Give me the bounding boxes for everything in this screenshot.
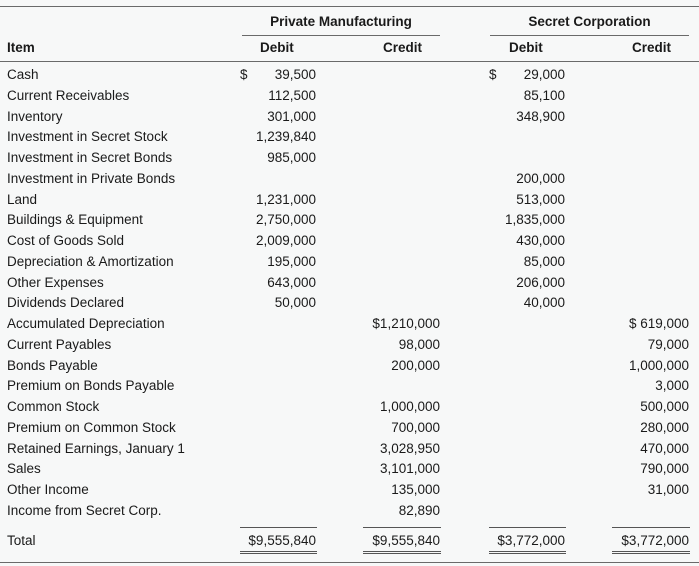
total-private-credit: $9,555,840	[372, 533, 440, 548]
row-private-credit: 700,000	[391, 420, 440, 435]
col-header-private-credit: Credit	[383, 40, 423, 55]
row-private-debit: 985,000	[267, 150, 316, 165]
row-item-label: Other Expenses	[7, 275, 104, 290]
row-secret-credit: 31,000	[647, 482, 689, 497]
total-double-rule-c3	[489, 551, 566, 554]
row-private-debit: 643,000	[267, 275, 316, 290]
total-private-debit: $9,555,840	[248, 533, 316, 548]
row-item-label: Accumulated Depreciation	[7, 316, 165, 331]
row-secret-credit: $ 619,000	[628, 316, 689, 331]
row-private-debit: 2,009,000	[255, 233, 316, 248]
row-private-credit: 98,000	[398, 337, 440, 352]
total-rule-c2	[363, 527, 441, 528]
row-private-debit: 195,000	[267, 254, 316, 269]
row-private-debit: 2,750,000	[255, 212, 316, 227]
row-private-debit: 1,231,000	[255, 192, 316, 207]
row-secret-debit: 85,100	[523, 88, 565, 103]
top-rule	[0, 6, 699, 7]
row-item-label: Bonds Payable	[7, 358, 98, 373]
group-header-private-manufacturing: Private Manufacturing	[270, 14, 412, 29]
row-secret-debit: 206,000	[516, 275, 565, 290]
row-item-label: Investment in Private Bonds	[7, 171, 176, 186]
row-item-label: Buildings & Equipment	[7, 212, 143, 227]
total-rule-c3	[489, 527, 566, 528]
row-private-credit: 3,101,000	[379, 461, 440, 476]
row-private-debit: 301,000	[267, 109, 316, 124]
row-private-debit: 39,500	[274, 67, 316, 82]
total-double-rule-c2	[363, 551, 441, 554]
row-item-label: Retained Earnings, January 1	[7, 441, 185, 456]
row-secret-credit: 79,000	[647, 337, 689, 352]
col-header-secret-debit: Debit	[509, 40, 543, 55]
row-private-credit: 200,000	[391, 358, 440, 373]
row-secret-credit: 470,000	[640, 441, 689, 456]
row-secret-debit: 348,900	[516, 109, 565, 124]
col-header-item: Item	[7, 40, 35, 55]
group1-underline	[242, 35, 440, 36]
total-secret-debit: $3,772,000	[497, 533, 565, 548]
row-secret-credit: 280,000	[640, 420, 689, 435]
row-item-label: Investment in Secret Stock	[7, 129, 168, 144]
row-item-label: Common Stock	[7, 399, 100, 414]
row-secret-debit: 85,000	[523, 254, 565, 269]
row-private-credit: 1,000,000	[379, 399, 440, 414]
total-rule-c1	[240, 527, 317, 528]
row-private-credit: $1,210,000	[372, 316, 440, 331]
row-private-credit: 82,890	[398, 503, 440, 518]
row-item-label: Land	[7, 192, 38, 207]
row-secret-credit: 790,000	[640, 461, 689, 476]
row-item-label: Current Receivables	[7, 88, 130, 103]
row-private-debit: 50,000	[274, 295, 316, 310]
row-item-label: Other Income	[7, 482, 89, 497]
row-item-label: Cost of Goods Sold	[7, 233, 125, 248]
row-item-label: Investment in Secret Bonds	[7, 150, 173, 165]
row-item-label: Sales	[7, 461, 41, 476]
row-secret-debit: 513,000	[516, 192, 565, 207]
total-double-rule-c1	[240, 551, 317, 554]
row-private-credit: 135,000	[391, 482, 440, 497]
row-private-credit: 3,028,950	[379, 441, 440, 456]
row-item-label: Dividends Declared	[7, 295, 125, 310]
row-item-label: Premium on Common Stock	[7, 420, 176, 435]
row-secret-debit: 1,835,000	[504, 212, 565, 227]
row-secret-debit: 40,000	[523, 295, 565, 310]
row-private-debit: 112,500	[268, 88, 316, 103]
col-header-secret-credit: Credit	[632, 40, 672, 55]
secret-debit-dollar-sign: $	[489, 67, 497, 82]
row-item-label: Cash	[7, 67, 39, 82]
group2-underline	[490, 35, 689, 36]
total-label: Total	[7, 533, 36, 548]
header-rule	[0, 61, 699, 62]
row-secret-credit: 500,000	[640, 399, 689, 414]
total-secret-credit: $3,772,000	[621, 533, 689, 548]
group-header-secret-corporation: Secret Corporation	[528, 14, 651, 29]
col-header-private-debit: Debit	[260, 40, 294, 55]
row-secret-credit: 3,000	[655, 378, 689, 393]
total-double-rule-c4	[612, 551, 690, 554]
row-item-label: Income from Secret Corp.	[7, 503, 162, 518]
row-secret-debit: 430,000	[516, 233, 565, 248]
row-item-label: Premium on Bonds Payable	[7, 378, 175, 393]
total-rule-c4	[612, 527, 690, 528]
row-secret-credit: 1,000,000	[628, 358, 689, 373]
row-secret-debit: 29,000	[523, 67, 565, 82]
bottom-rule	[0, 562, 699, 563]
private-debit-dollar-sign: $	[240, 67, 248, 82]
row-private-debit: 1,239,840	[255, 129, 316, 144]
row-secret-debit: 200,000	[516, 171, 565, 186]
row-item-label: Inventory	[7, 109, 63, 124]
row-item-label: Depreciation & Amortization	[7, 254, 174, 269]
row-item-label: Current Payables	[7, 337, 112, 352]
